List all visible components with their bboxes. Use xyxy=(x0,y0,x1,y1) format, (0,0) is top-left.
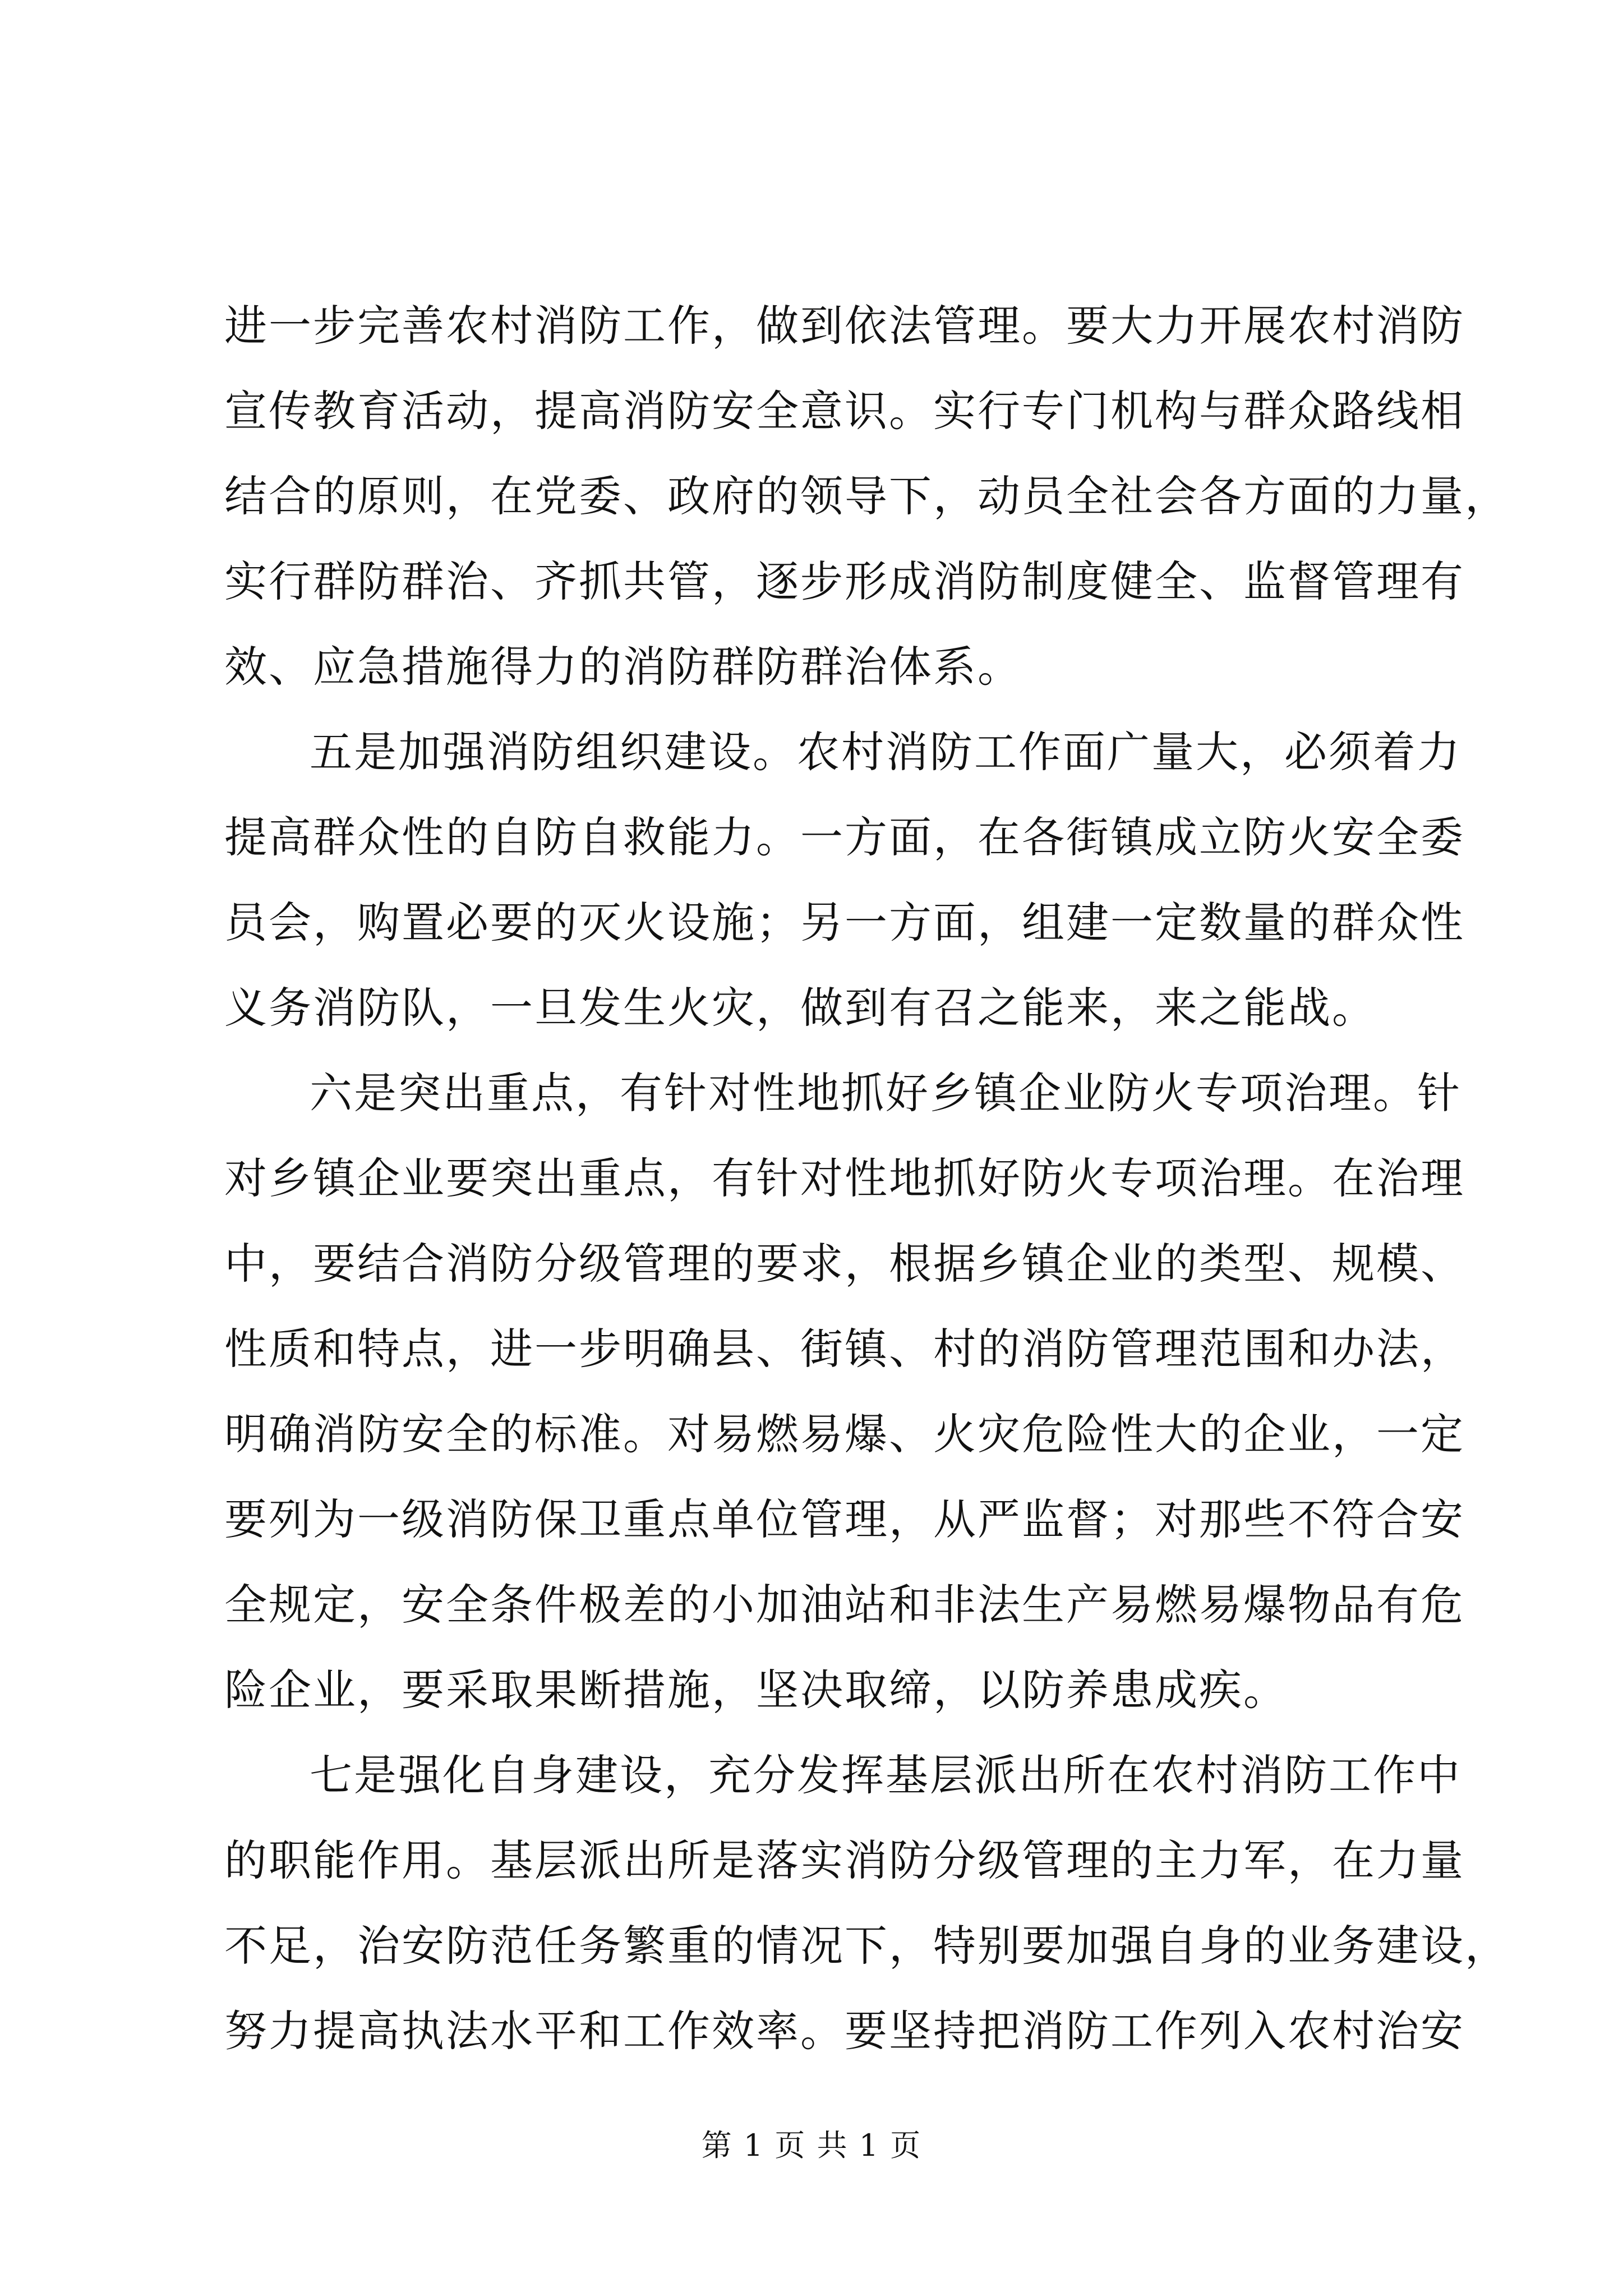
document-body xyxy=(224,283,1509,2074)
text-line: 的职能作用。基层派出所是落实消防分级管理的主力军，在力量 xyxy=(224,1835,1465,1885)
paragraph-start-line: 七是强化自身建设，充分发挥基层派出所在农村消防工作中 xyxy=(310,1750,1461,1800)
paragraph-start-line: 五是加强消防组织建设。农村消防工作面广量大，必须着力 xyxy=(310,727,1461,777)
text-line: 员会，购置必要的灭火设施；另一方面，组建一定数量的群众性 xyxy=(224,898,1465,947)
text-line: 要列为一级消防保卫重点单位管理，从严监督；对那些不符合安 xyxy=(224,1494,1465,1544)
text-line: 进一步完善农村消防工作，做到依法管理。要大力开展农村消防 xyxy=(224,301,1465,351)
text-line: 全规定，安全条件极差的小加油站和非法生产易燃易爆物品有危 xyxy=(224,1580,1465,1630)
text-line: 险企业，要采取果断措施，坚决取缔，以防养患成疾。 xyxy=(224,1665,1288,1715)
text-line: 实行群防群治、齐抓共管，逐步形成消防制度健全、监督管理有 xyxy=(224,556,1465,606)
page-number-label: 第 1 页 共 1 页 xyxy=(701,2128,922,2163)
text-line: 宣传教育活动，提高消防安全意识。实行专门机构与群众路线相 xyxy=(224,386,1465,436)
text-line: 性质和特点，进一步明确县、街镇、村的消防管理范围和办法， xyxy=(224,1324,1465,1374)
text-line: 明确消防安全的标准。对易燃易爆、火灾危险性大的企业，一定 xyxy=(224,1409,1465,1459)
text-line: 努力提高执法水平和工作效率。要坚持把消防工作列入农村治安 xyxy=(224,2006,1465,2056)
text-line: 提高群众性的自防自救能力。一方面，在各街镇成立防火安全委 xyxy=(224,812,1465,862)
text-line: 对乡镇企业要突出重点，有针对性地抓好防火专项治理。在治理 xyxy=(224,1153,1465,1203)
text-line: 结合的原则，在党委、政府的领导下，动员全社会各方面的力量， xyxy=(224,471,1509,521)
text-line: 中，要结合消防分级管理的要求，根据乡镇企业的类型、规模、 xyxy=(224,1239,1465,1289)
page-footer xyxy=(0,2126,1623,2165)
paragraph-start-line: 六是突出重点，有针对性地抓好乡镇企业防火专项治理。针 xyxy=(310,1068,1461,1118)
text-line: 义务消防队，一旦发生火灾，做到有召之能来，来之能战。 xyxy=(224,983,1376,1033)
text-line: 不足，治安防范任务繁重的情况下，特别要加强自身的业务建设， xyxy=(224,1921,1509,1971)
text-line: 效、应急措施得力的消防群防群治体系。 xyxy=(224,642,1022,692)
